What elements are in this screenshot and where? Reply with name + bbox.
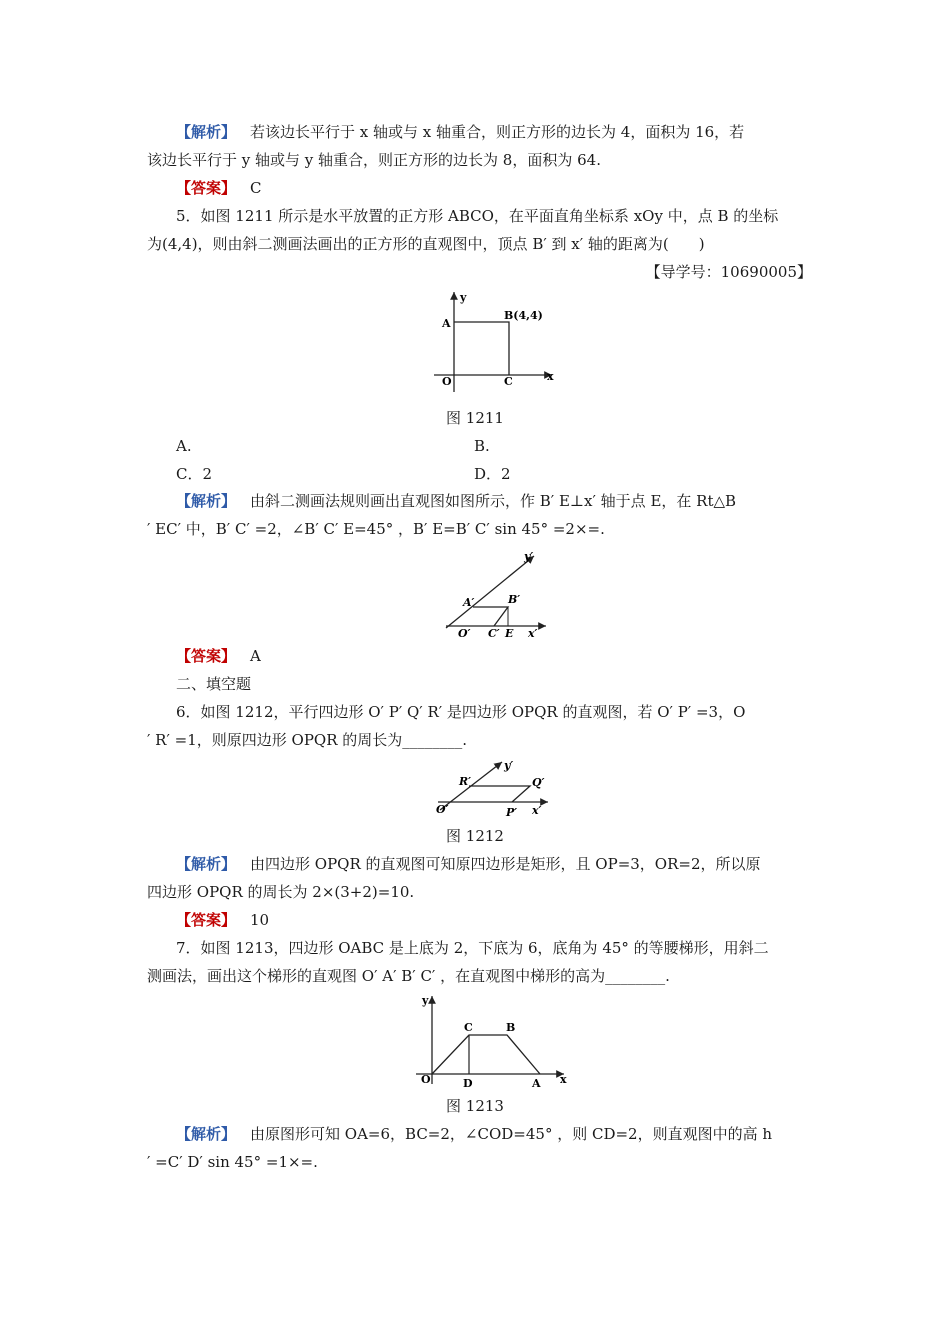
answer-tag: 【答案】	[176, 647, 237, 665]
fig-label-o: O	[442, 375, 452, 388]
fig-label-y: y	[422, 994, 429, 1007]
figure-1213	[412, 992, 572, 1090]
fig-label-c: C	[464, 1021, 473, 1034]
figure-1211	[420, 288, 570, 392]
figure-1212-caption: 图 1212	[446, 827, 504, 845]
figure-1212	[432, 756, 556, 824]
figure-1211-caption: 图 1211	[446, 409, 504, 427]
analysis-tag: 【解析】	[176, 492, 237, 510]
figure-1213-caption: 图 1213	[446, 1097, 504, 1115]
answer-value: A	[250, 647, 261, 665]
q6-analysis-line-2: 四边形 OPQR 的周长为 2×(3+2)=10.	[147, 883, 415, 901]
option-a: A.	[176, 437, 192, 455]
fig-label-d: D	[463, 1077, 473, 1090]
fig-label-q-prime: Q′	[532, 776, 545, 789]
q5-answer	[176, 646, 841, 666]
q7-line-1: 7．如图 1213，四边形 OABC 是上底为 2，下底为 6，底角为 45° 的等腰梯形，用斜二	[176, 939, 769, 957]
fig-label-a: A	[442, 317, 451, 330]
answer-value: C	[250, 179, 262, 197]
answer-tag: 【答案】	[176, 911, 237, 929]
option-b: B.	[474, 437, 490, 455]
fig-label-o-prime: O′	[436, 803, 449, 816]
q7-analysis-line-1	[176, 1124, 841, 1144]
fig-label-b: B	[506, 1021, 516, 1034]
answer-value: 10	[250, 911, 270, 929]
fig-label-y: y	[460, 291, 467, 304]
analysis-tag: 【解析】	[176, 1125, 237, 1143]
square-sides	[454, 322, 509, 375]
fig-label-b: B(4,4)	[504, 309, 543, 322]
fig-label-x: x	[560, 1073, 567, 1086]
fig-label-x-prime: x′	[528, 627, 538, 640]
q6-answer	[176, 910, 841, 930]
fig-label-r-prime: R′	[459, 775, 472, 788]
q7-analysis-line-2: ′ =C′ D′ sin 45° =1×=.	[147, 1153, 318, 1171]
fig-label-c: C	[504, 375, 513, 388]
analysis-tag: 【解析】	[176, 855, 237, 873]
q5-line-1: 5．如图 1211 所示是水平放置的正方形 ABCO，在平面直角坐标系 xOy 中，点 B 的坐标	[176, 207, 779, 225]
answer-tag: 【答案】	[176, 179, 237, 197]
q4-analysis-line-1	[176, 122, 841, 142]
fig-label-e: E	[505, 627, 514, 640]
fig-label-o: O	[421, 1073, 431, 1086]
q5-line-2: 为(4,4)，则由斜二测画法画出的正方形的直观图中，顶点 B′ 到 x′ 轴的距离为( )	[147, 235, 705, 253]
fig-label-b-prime: B′	[508, 593, 521, 606]
figure-oblique-square	[442, 548, 552, 640]
fig-label-c-prime: C′	[488, 627, 500, 640]
q5-analysis-line-2: ′ EC′ 中，B′ C′ =2，∠B′ C′ E=45° ，B′ E=B′ C′ sin 45° =2×=.	[147, 520, 605, 538]
analysis-text: 若该边长平行于 x 轴或与 x 轴重合，则正方形的边长为 4，面积为 16，若	[250, 123, 745, 141]
q6-analysis-line-1	[176, 854, 841, 874]
q5-analysis-line-1	[176, 491, 841, 511]
fig-label-p-prime: P′	[506, 806, 518, 819]
q4-answer	[176, 178, 841, 198]
analysis-tag: 【解析】	[176, 123, 237, 141]
section-fill-in-heading: 二、填空题	[176, 675, 252, 693]
analysis-text: 由四边形 OPQR 的直观图可知原四边形是矩形，且 OP=3，OR=2，所以原	[250, 855, 761, 873]
q6-line-2: ′ R′ =1，则原四边形 OPQR 的周长为________.	[147, 731, 468, 749]
fig-label-y-prime: y′	[524, 550, 534, 563]
fig-label-a-prime: A′	[463, 596, 475, 609]
guide-number: 【导学号：10690005】	[645, 263, 812, 281]
trapezoid-sides	[432, 1035, 540, 1074]
q7-line-2: 测画法，画出这个梯形的直观图 O′ A′ B′ C′ ，在直观图中梯形的高为________.	[147, 967, 670, 985]
option-c: C．2	[176, 465, 213, 483]
fig-label-y-prime: y′	[504, 759, 514, 772]
q4-analysis-line-2: 该边长平行于 y 轴或与 y 轴重合，则正方形的边长为 8，面积为 64.	[147, 151, 601, 169]
y-prime-axis	[446, 556, 534, 628]
analysis-text: 由斜二测画法规则画出直观图如图所示，作 B′ E⊥x′ 轴于点 E，在 Rt△B	[250, 492, 737, 510]
analysis-text: 由原图形可知 OA=6，BC=2，∠COD=45° ，则 CD=2，则直观图中的高 h	[250, 1125, 773, 1143]
fig-label-x-prime: x′	[532, 804, 542, 817]
fig-label-x: x	[547, 370, 554, 383]
parallelogram-sides	[473, 607, 508, 626]
option-d: D．2	[474, 465, 511, 483]
q6-line-1: 6．如图 1212，平行四边形 O′ P′ Q′ R′ 是四边形 OPQR 的直观图，若 O′ P′ =3，O	[176, 703, 746, 721]
parallelogram-sides	[469, 786, 530, 802]
fig-label-a: A	[532, 1077, 541, 1090]
fig-label-o-prime: O′	[458, 627, 471, 640]
